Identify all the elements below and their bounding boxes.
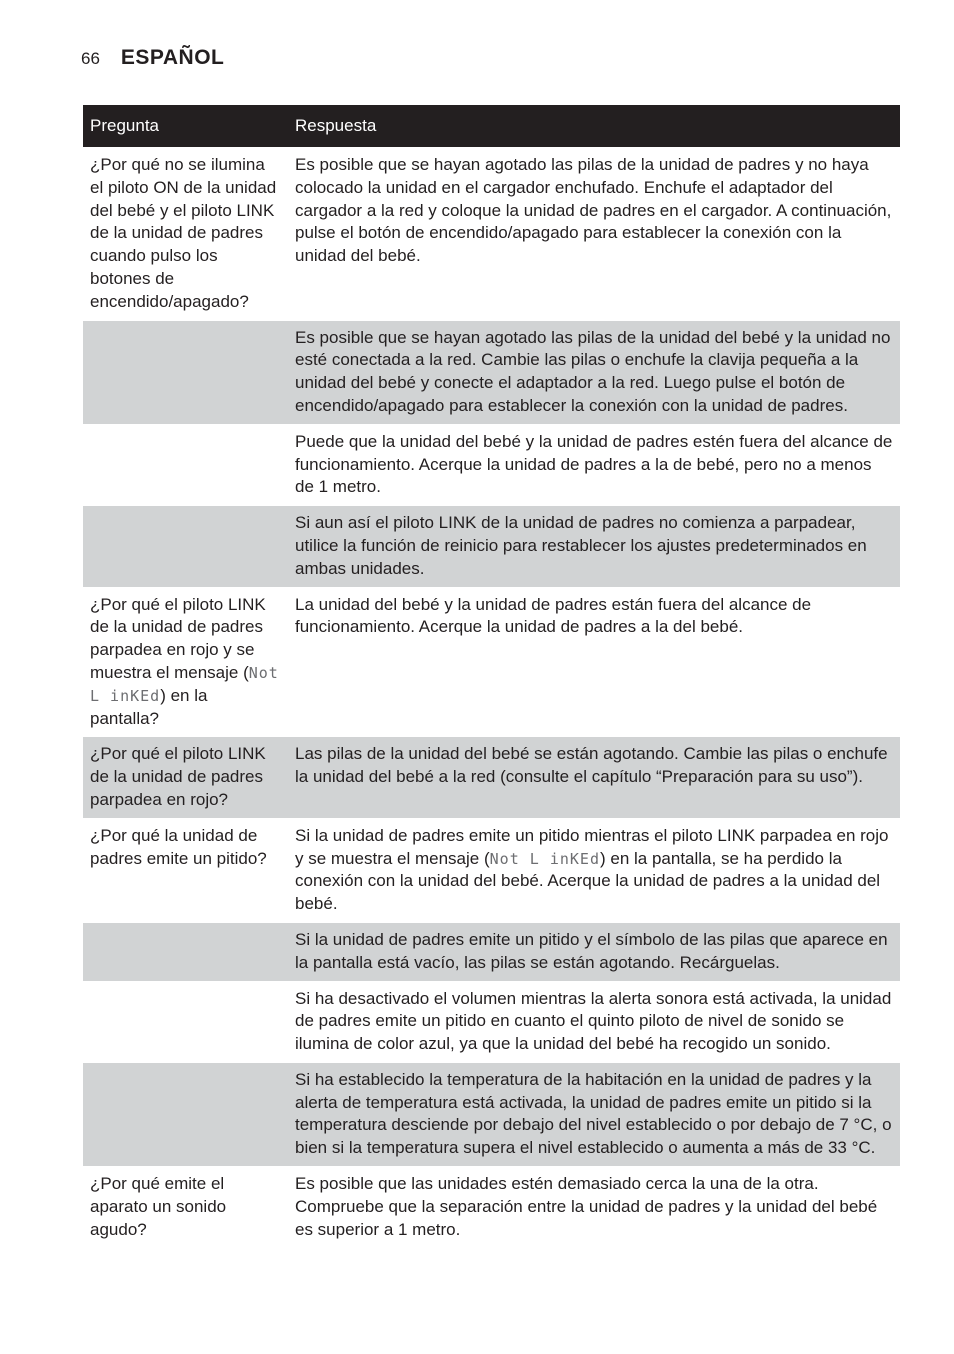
answer-cell bbox=[288, 818, 900, 922]
question-cell: ¿Por qué la unidad de padres emite un pitido? bbox=[83, 818, 288, 922]
answer-cell: La unidad del bebé y la unidad de padres están fuera del alcance de funcionamiento. Acerque la unidad de padres a la del bebé. bbox=[288, 587, 900, 737]
answer-cell: Puede que la unidad del bebé y la unidad de padres estén fuera del alcance de funcionamiento. Acerque la unidad de padres a la de bebé, pero no a menos de 1 metro. bbox=[288, 424, 900, 505]
table-row bbox=[83, 587, 900, 737]
table-row bbox=[83, 424, 900, 505]
table-row bbox=[83, 148, 900, 321]
question-cell bbox=[83, 922, 288, 981]
answer-cell: Si ha desactivado el volumen mientras la alerta sonora está activada, la unidad de padres emite un pitido en cuanto el quinto piloto de nivel de sonido se ilumina de color azul, ya que la unidad del bebé ha recogido un sonido. bbox=[288, 981, 900, 1062]
answer-text: Si la unidad de padres emite un pitido mientras el piloto LINK parpadea en rojo y se muestra el mensaje ( bbox=[295, 825, 889, 868]
answer-cell: Las pilas de la unidad del bebé se están agotando. Cambie las pilas o enchufe la unidad del bebé a la red (consulte el capítulo “Preparación para su uso”). bbox=[288, 737, 900, 818]
table-row bbox=[83, 506, 900, 587]
question-cell: ¿Por qué emite el aparato un sonido agudo? bbox=[83, 1167, 288, 1248]
table-row bbox=[83, 922, 900, 981]
answer-cell: Es posible que se hayan agotado las pilas de la unidad del bebé y la unidad no esté conectada a la red. Cambie las pilas o enchufe la clavija pequeña a la unidad del bebé y conecte el adaptador a la red. Luego pulse el botón de encendido/apagado para establecer la conexión con la unidad de padres. bbox=[288, 320, 900, 424]
table-row bbox=[83, 818, 900, 922]
answer-cell: Si ha establecido la temperatura de la habitación en la unidad de padres y la alerta de temperatura está activada, la unidad de padres emite un pitido si la temperatura desciende por debajo del nivel establecido o por debajo de 7 °C, o bien si la temperatura supera el nivel establecido o aumenta a más de 33 °C. bbox=[288, 1062, 900, 1166]
lcd-message: Not L inKEd bbox=[90, 663, 279, 705]
answer-cell: Si aun así el piloto LINK de la unidad de padres no comienza a parpadear, utilice la función de reinicio para restablecer los ajustes predeterminados en ambas unidades. bbox=[288, 506, 900, 587]
answer-cell: Es posible que las unidades estén demasiado cerca la una de la otra. Compruebe que la separación entre la unidad de padres y la unidad del bebé es superior a 1 metro. bbox=[288, 1167, 900, 1248]
table-row bbox=[83, 1062, 900, 1166]
lcd-message: Not L inKEd bbox=[489, 849, 600, 868]
page-header bbox=[81, 46, 224, 70]
question-cell bbox=[83, 506, 288, 587]
question-cell bbox=[83, 424, 288, 505]
question-cell bbox=[83, 587, 288, 737]
page-number: 66 bbox=[81, 49, 100, 68]
table-row bbox=[83, 320, 900, 424]
column-header-question: Pregunta bbox=[83, 105, 288, 148]
table-row bbox=[83, 737, 900, 818]
question-text: ) en la pantalla? bbox=[90, 685, 208, 728]
table-header-row bbox=[83, 105, 900, 148]
question-cell bbox=[83, 1062, 288, 1166]
question-cell: ¿Por qué no se ilumina el piloto ON de la unidad del bebé y el piloto LINK de la unidad de padres cuando pulso los botones de encendido/apagado? bbox=[83, 148, 288, 321]
table-row bbox=[83, 1167, 900, 1248]
question-cell bbox=[83, 320, 288, 424]
troubleshooting-table bbox=[83, 105, 900, 1247]
column-header-answer: Respuesta bbox=[288, 105, 900, 148]
question-cell bbox=[83, 981, 288, 1062]
question-cell: ¿Por qué el piloto LINK de la unidad de padres parpadea en rojo? bbox=[83, 737, 288, 818]
answer-cell: Si la unidad de padres emite un pitido y el símbolo de las pilas que aparece en la pantalla está vacío, las pilas se están agotando. Recárguelas. bbox=[288, 922, 900, 981]
table-row bbox=[83, 981, 900, 1062]
answer-text: ) en la pantalla, se ha perdido la conexión con la unidad del bebé. Acerque la unidad de padres a la unidad del bebé. bbox=[295, 848, 881, 914]
section-title: ESPAÑOL bbox=[120, 46, 225, 69]
question-text: ¿Por qué el piloto LINK de la unidad de padres parpadea en rojo y se muestra el mensaje ( bbox=[90, 594, 266, 682]
answer-cell: Es posible que se hayan agotado las pilas de la unidad de padres y no haya colocado la unidad en el cargador enchufado. Enchufe el adaptador del cargador a la red y coloque la unidad de padres en el cargador. A continuación, pulse el botón de encendido/apagado para establecer la conexión con la unidad del bebé. bbox=[288, 148, 900, 321]
